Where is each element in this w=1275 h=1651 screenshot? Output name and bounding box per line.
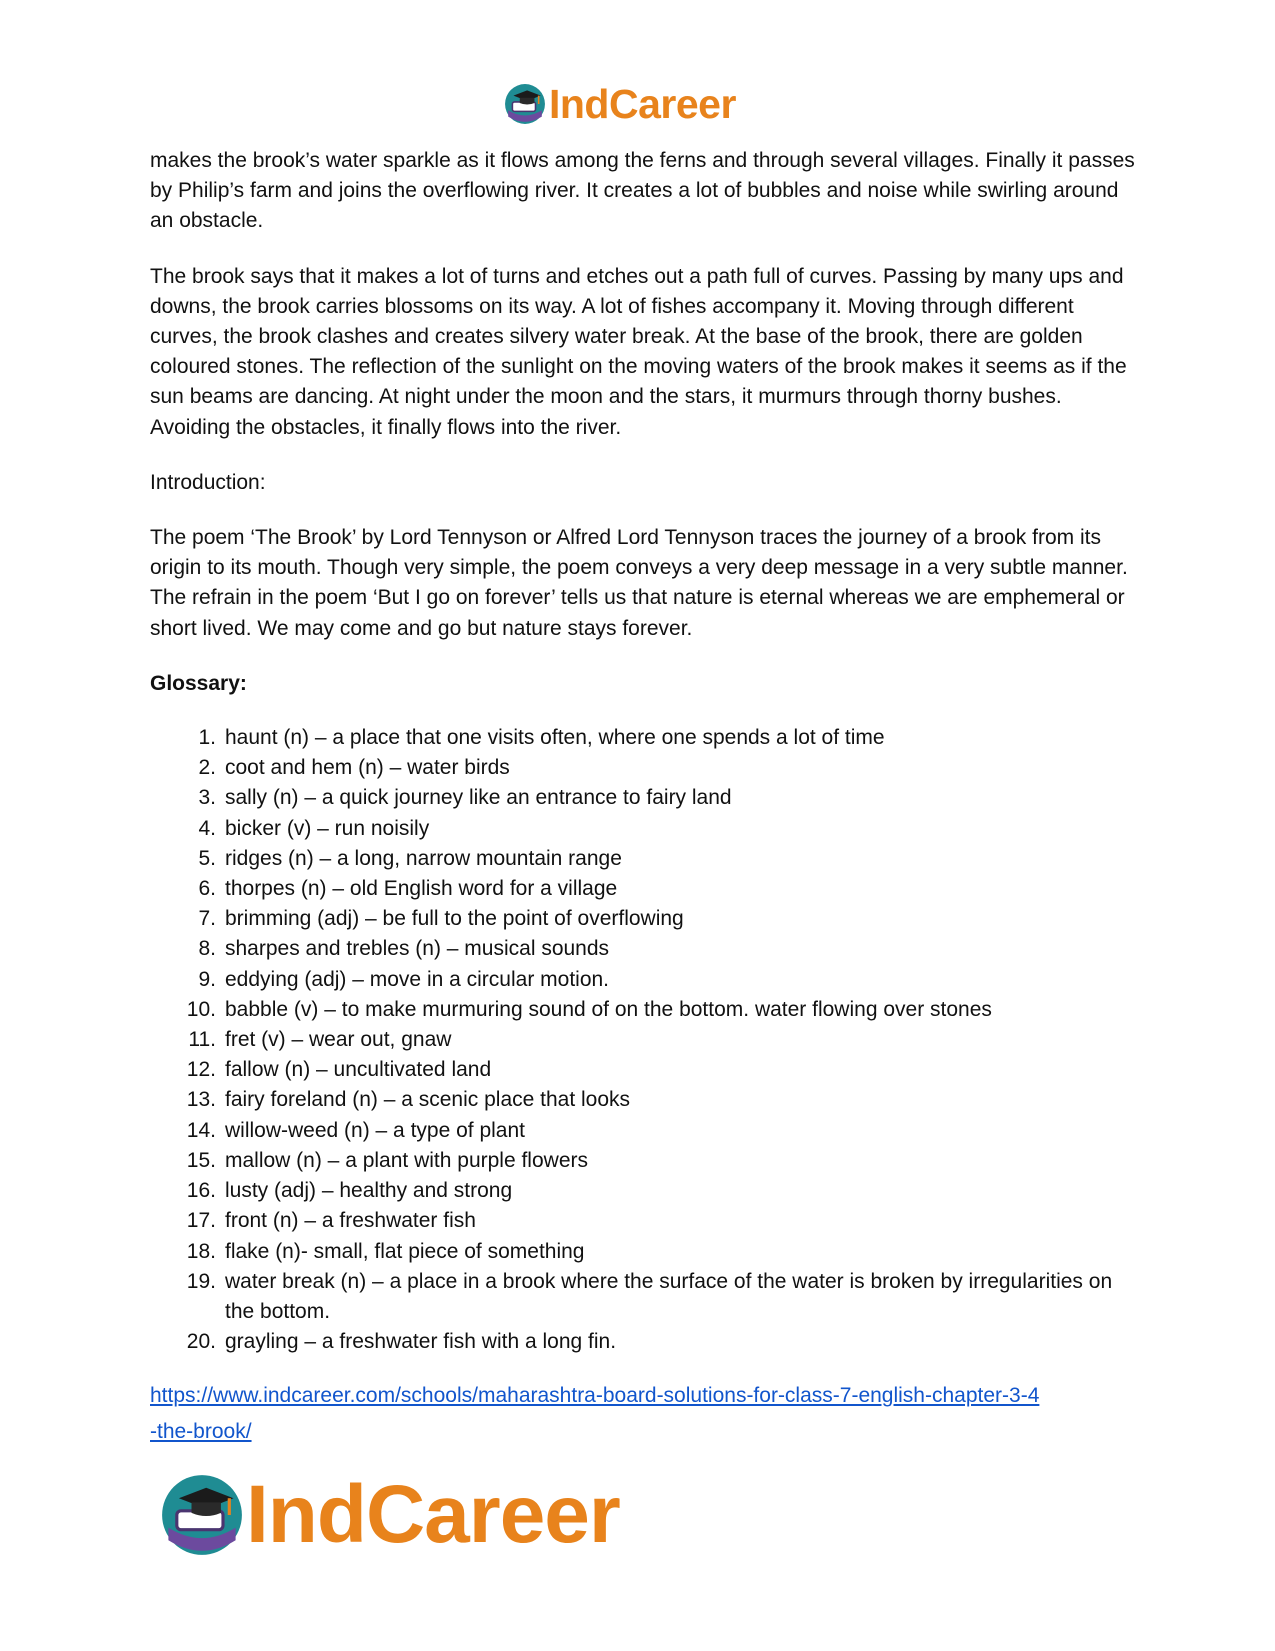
paragraph: The brook says that it makes a lot of turns and etches out a path full of curves. Passing by many ups and downs, the brook carries blossoms on its way. A lot of fishes accompany it. Moving through different curves, the brook clashes and creates silvery water break. At the base of the brook, there are golden coloured stones. The reflection of the sunlight on the moving waters of the brook makes it seems as if the sun beams are dancing. At night under the moon and the stars, it murmurs through thorny bushes. Avoiding the obstacles, it finally flows into the river. [150, 264, 1127, 439]
source-link-line-2[interactable]: -the-brook/ [150, 1420, 252, 1444]
list-item: 20. grayling – a freshwater fish with a long fin. [186, 1330, 617, 1354]
glossary-list [150, 723, 1135, 1357]
list-item: 16. lusty (adj) – healthy and strong [186, 1179, 513, 1203]
list-item: 12. fallow (n) – uncultivated land [186, 1058, 492, 1082]
header-logo [504, 80, 736, 128]
list-item: 13. fairy foreland (n) – a scenic place that looks [186, 1088, 631, 1112]
list-item: 7. brimming (adj) – be full to the point of overflowing [198, 907, 684, 931]
source-link-line-1[interactable]: https://www.indcareer.com/schools/maharashtra-board-solutions-for-class-7-english-chapter-3-4 [150, 1384, 1040, 1408]
footer-logo [160, 1470, 620, 1560]
list-item: 18. flake (n)- small, flat piece of something [186, 1239, 585, 1263]
list-item: 3. sally (n) – a quick journey like an entrance to fairy land [198, 786, 732, 810]
list-item: 5. ridges (n) – a long, narrow mountain range [198, 846, 622, 870]
paragraph: The poem ‘The Brook’ by Lord Tennyson or Alfred Lord Tennyson traces the journey of a brook from its origin to its mouth. Though very simple, the poem conveys a very deep message in a very subtle manner. The refrain in the poem ‘But I go on forever’ tells us that nature is eternal whereas we are emphemeral or short lived. We may come and go but nature stays forever. [150, 526, 1128, 640]
list-item: 9. eddying (adj) – move in a circular motion. [198, 967, 610, 991]
graduation-cap-book-globe-icon [504, 83, 546, 125]
document-body [150, 146, 1135, 1450]
list-item: 1. haunt (n) – a place that one visits often, where one spends a lot of time [198, 726, 885, 750]
list-item: 14. willow-weed (n) – a type of plant [186, 1118, 525, 1142]
graduation-cap-book-globe-icon [160, 1473, 244, 1557]
list-item: 19. water break (n) – a place in a brook where the surface of the water is broken by irregularities on the bottom. [186, 1269, 1113, 1323]
list-item: 2. coot and hem (n) – water birds [198, 756, 510, 780]
list-item: 15. mallow (n) – a plant with purple flowers [186, 1148, 588, 1172]
list-item: 4. bicker (v) – run noisily [198, 816, 430, 840]
source-link[interactable] [150, 1378, 1135, 1450]
list-item: 10. babble (v) – to make murmuring sound of on the bottom. water flowing over stones [186, 997, 992, 1021]
list-item: 11. fret (v) – wear out, gnaw [188, 1028, 452, 1052]
logo-text: IndCareer [549, 81, 736, 127]
list-item: 6. thorpes (n) – old English word for a village [198, 877, 618, 901]
list-item: 17. front (n) – a freshwater fish [186, 1209, 476, 1233]
list-item: 8. sharpes and trebles (n) – musical sounds [198, 937, 610, 961]
section-label-introduction: Introduction: [150, 470, 266, 494]
logo-text: IndCareer [246, 1469, 620, 1560]
paragraph: makes the brook’s water sparkle as it flows among the ferns and through several villages. Finally it passes by Philip’s farm and joins the overflowing river. It creates a lot of bubbles and noise while swirling around an obstacle. [150, 149, 1135, 233]
glossary-heading: Glossary: [150, 671, 247, 695]
